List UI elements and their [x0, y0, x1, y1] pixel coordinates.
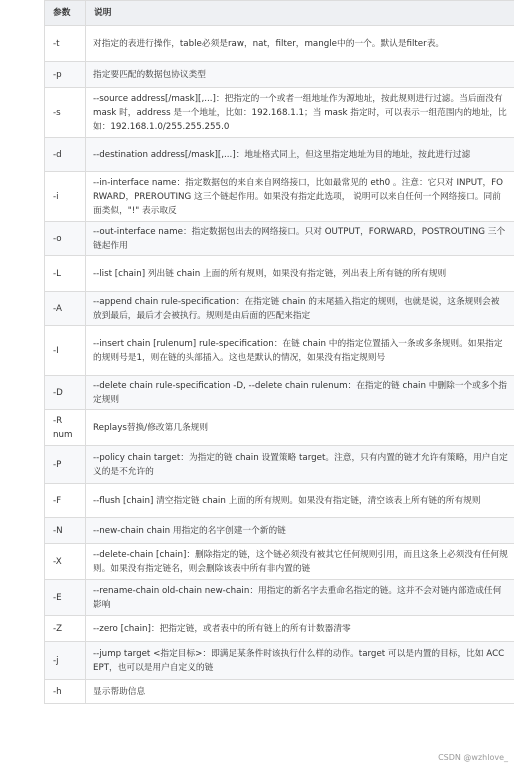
param-cell: -E: [45, 580, 86, 616]
table-row: [45, 680, 514, 704]
param-cell: -p: [45, 62, 86, 88]
table-row: [45, 26, 514, 62]
description-cell: --insert chain [rulenum] rule-specification：在链 chain 中的指定位置插入一条或多条规则。如果指定的规则号是1，则在链的头部插入。这也是默认的情况，如果没有指定规则号: [86, 326, 514, 376]
table-row: [45, 518, 514, 544]
table-row: [45, 222, 514, 256]
description-cell: --rename-chain old-chain new-chain：用指定的新名字去重命名指定的链。这并不会对链内部造成任何影响: [86, 580, 514, 616]
description-cell: --source address[/mask][,...]：把指定的一个或者一组地址作为源地址，按此规则进行过滤。当后面没有mask 时，address 是一个地址，比如：192.168.1.1；当 mask 指定时，可以表示一组范围内的地址，比如：192.168.1.0/255.255.255.0: [86, 88, 514, 138]
description-cell: --new-chain chain 用指定的名字创建一个新的链: [86, 518, 514, 544]
table-row: [45, 138, 514, 172]
description-cell: --zero [chain]：把指定链，或者表中的所有链上的所有计数器清零: [86, 616, 514, 642]
param-cell: -I: [45, 326, 86, 376]
param-cell: -j: [45, 642, 86, 680]
table-body: [45, 26, 514, 704]
param-cell: -D: [45, 376, 86, 410]
description-cell: --append chain rule-specification：在指定链 chain 的末尾插入指定的规则，也就是说，这条规则会被放到最后，最后才会被执行。规则是由后面的匹配来指定: [86, 292, 514, 326]
param-cell: -h: [45, 680, 86, 704]
table-row: [45, 616, 514, 642]
table-row: [45, 292, 514, 326]
description-cell: 对指定的表进行操作，table必须是raw，nat，filter，mangle中的一个。默认是filter表。: [86, 26, 514, 62]
description-cell: --list [chain] 列出链 chain 上面的所有规则，如果没有指定链，列出表上所有链的所有规则: [86, 256, 514, 292]
table-header-row: [45, 1, 514, 26]
param-cell: -t: [45, 26, 86, 62]
table-row: [45, 376, 514, 410]
description-cell: --destination address[/mask][,...]：地址格式同上，但这里指定地址为目的地址，按此进行过滤: [86, 138, 514, 172]
table-row: [45, 326, 514, 376]
table-row: [45, 410, 514, 446]
table-row: [45, 544, 514, 580]
description-cell: --in-interface name：指定数据包的来自来自网络接口，比如最常见的 eth0 。注意：它只对 INPUT，FORWARD，PREROUTING 这三个链起作用。如果没有指定此选项， 说明可以来自任何一个网络接口。同前面类似，"!" 表示取反: [86, 172, 514, 222]
table-row: [45, 446, 514, 484]
param-cell: -o: [45, 222, 86, 256]
description-cell: --out-interface name：指定数据包出去的网络接口。只对 OUTPUT，FORWARD，POSTROUTING 三个链起作用: [86, 222, 514, 256]
header-description: 说明: [86, 1, 514, 26]
description-cell: --policy chain target：为指定的链 chain 设置策略 target。注意，只有内置的链才允许有策略，用户自定义的是不允许的: [86, 446, 514, 484]
table-row: [45, 484, 514, 518]
description-cell: 显示帮助信息: [86, 680, 514, 704]
table-row: [45, 172, 514, 222]
table-row: [45, 256, 514, 292]
header-param: 参数: [45, 1, 86, 26]
table-row: [45, 642, 514, 680]
iptables-options-table: [44, 0, 514, 704]
param-cell: -F: [45, 484, 86, 518]
param-cell: -s: [45, 88, 86, 138]
description-cell: --delete-chain [chain]：删除指定的链，这个链必须没有被其它任何规则引用，而且这条上必须没有任何规则。如果没有指定链名，则会删除该表中所有非内置的链: [86, 544, 514, 580]
param-cell: -P: [45, 446, 86, 484]
description-cell: Replays替换/修改第几条规则: [86, 410, 514, 446]
param-cell: -i: [45, 172, 86, 222]
param-cell: -A: [45, 292, 86, 326]
description-cell: --jump target <指定目标>：即满足某条件时该执行什么样的动作。target 可以是内置的目标，比如 ACCEPT，也可以是用户自定义的链: [86, 642, 514, 680]
document-page: [44, 0, 514, 704]
param-cell: -N: [45, 518, 86, 544]
description-cell: --flush [chain] 清空指定链 chain 上面的所有规则。如果没有指定链，清空该表上所有链的所有规则: [86, 484, 514, 518]
description-cell: --delete chain rule-specification -D, --delete chain rulenum：在指定的链 chain 中删除一个或多个指定规则: [86, 376, 514, 410]
param-cell: -d: [45, 138, 86, 172]
param-cell: -X: [45, 544, 86, 580]
table-row: [45, 580, 514, 616]
param-cell: -Z: [45, 616, 86, 642]
watermark: CSDN @wzhlove_: [438, 753, 508, 762]
param-cell: -L: [45, 256, 86, 292]
description-cell: 指定要匹配的数据包协议类型: [86, 62, 514, 88]
param-cell: -R num: [45, 410, 86, 446]
table-row: [45, 88, 514, 138]
table-row: [45, 62, 514, 88]
